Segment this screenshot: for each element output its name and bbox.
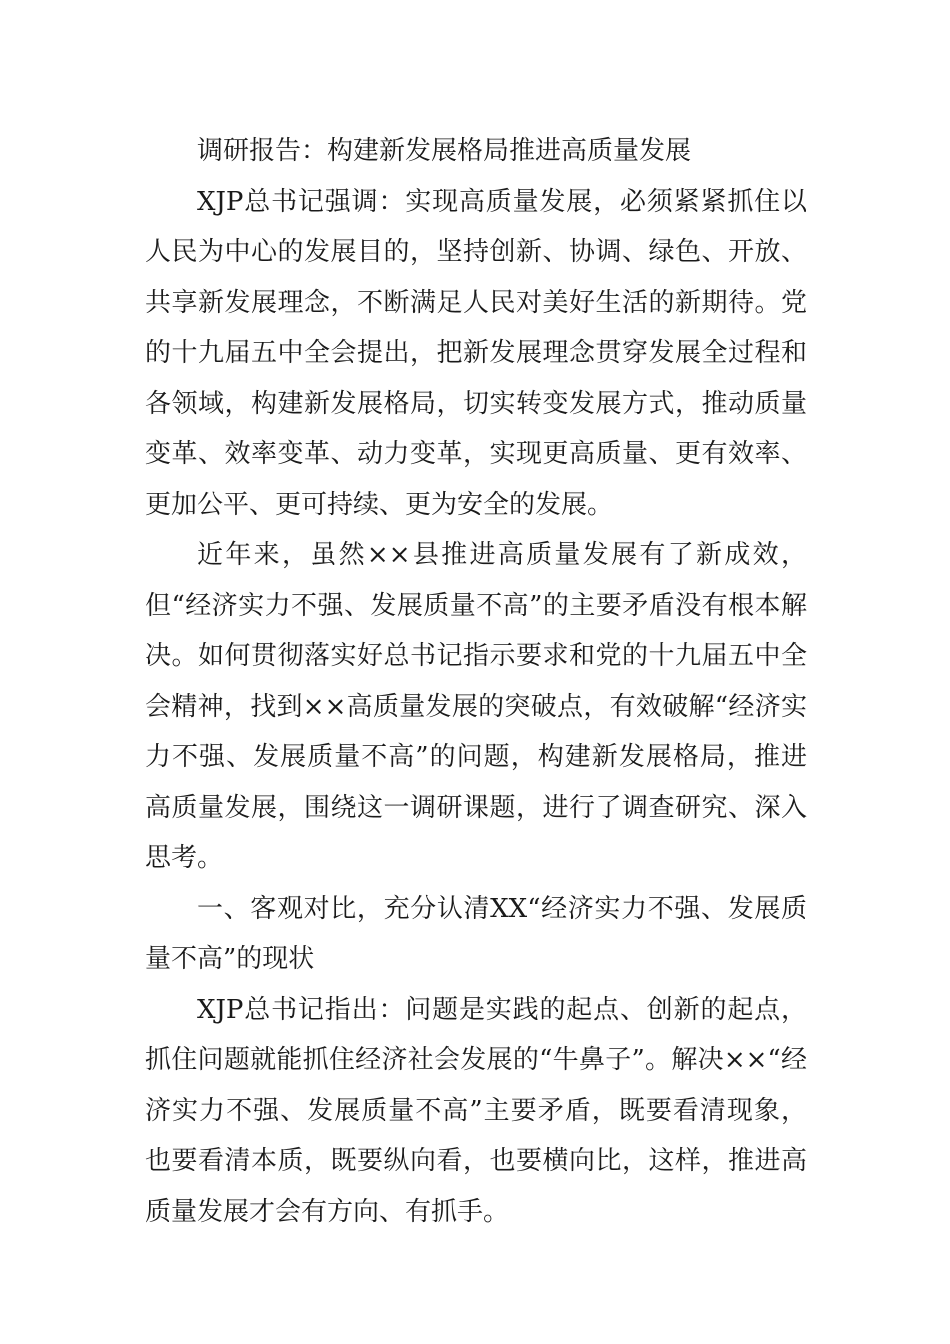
document-title: 调研报告：构建新发展格局推进高质量发展 [197, 136, 692, 166]
paragraph-background: 近年来，虽然××县推进高质量发展有了新成效，但“经济实力不强、发展质量不高”的主要矛盾没有根本解决。如何贯彻落实好总书记指示要求和党的十九届五中全会精神，找到××高质量发展的突破点，有效破解“经济实力不强、发展质量不高”的问题，构建新发展格局，推进高质量发展，围绕这一调研课题，进行了调查研究、深入思考。 [145, 540, 807, 873]
paragraph-intro: XJP总书记强调：实现高质量发展，必须紧紧抓住以人民为中心的发展目的，坚持创新、协调、绿色、开放、共享新发展理念，不断满足人民对美好生活的新期待。党的十九届五中全会提出，把新发展理念贯穿发展全过程和各领域，构建新发展格局，切实转变发展方式，推动质量变革、效率变革、动力变革，实现更高质量、更有效率、更加公平、更可持续、更为安全的发展。 [145, 186, 807, 520]
section-heading-1: 一、客观对比，充分认清XX“经济实力不强、发展质量不高”的现状 [145, 893, 807, 974]
paragraph-section-1: XJP总书记指出：问题是实践的起点、创新的起点，抓住问题就能抓住经济社会发展的“牛鼻子”。解决××“经济实力不强、发展质量不高”主要矛盾，既要看清现象，也要看清本质，既要纵向看，也要横向比，这样，推进高质量发展才会有方向、有抓手。 [145, 994, 807, 1227]
document-body [145, 126, 807, 1237]
